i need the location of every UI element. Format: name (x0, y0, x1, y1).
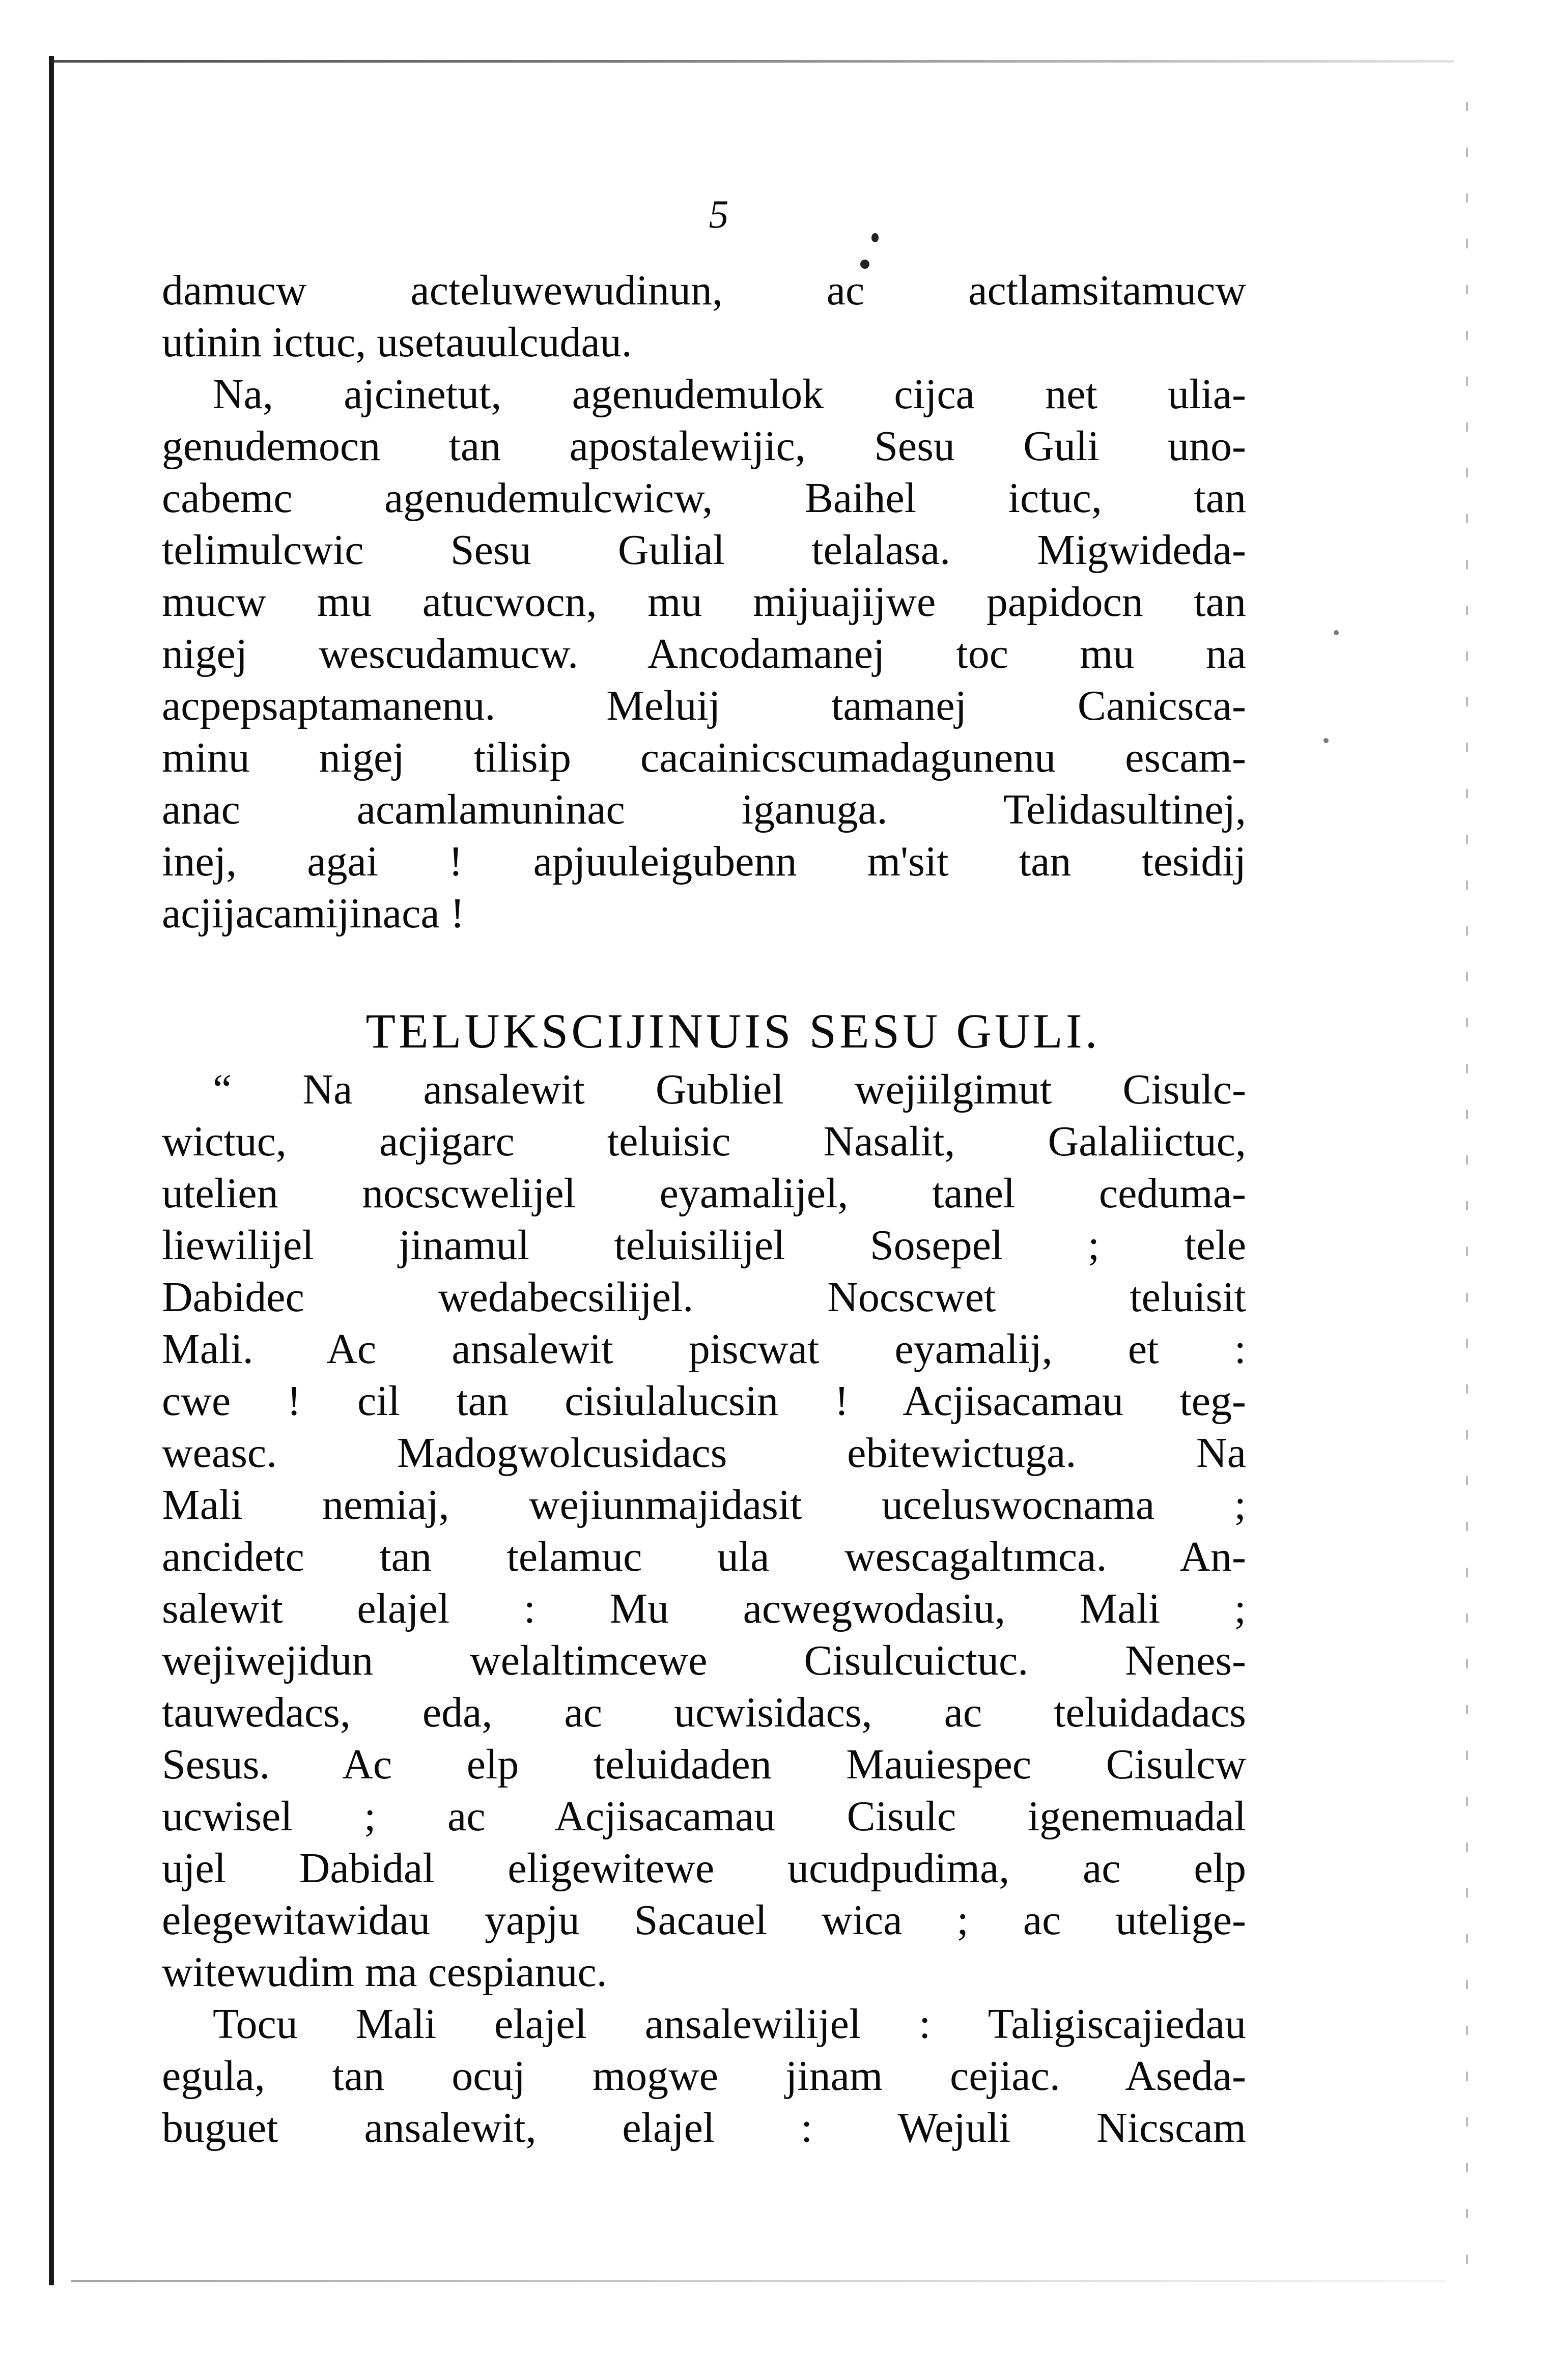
text-line: wictuc, acjigarc teluisic Nasalit, Galaliictuc, (162, 1118, 1246, 1165)
page-binding-edge (49, 56, 54, 2285)
text-line: wejiwejidun welaltimcewe Cisulcuictuc. Nenes- (162, 1637, 1246, 1684)
text-line: Mali. Ac ansalewit piscwat eyamalij, et : (162, 1325, 1246, 1373)
section-paragraphs (162, 1064, 1246, 2154)
text-line: Dabidec wedabecsilijel. Nocscwet teluisit (162, 1273, 1246, 1321)
text-line: nigej wescudamucw. Ancodamanej toc mu na (162, 630, 1246, 677)
text-line: buguet ansalewit, elajel : Wejuli Nicscam (162, 2104, 1246, 2151)
text-line: ujel Dabidal eligewitewe ucudpudima, ac elp (162, 1845, 1246, 1892)
ink-spot (1323, 738, 1329, 743)
page-top-edge (49, 60, 1454, 63)
intro-paragraphs (162, 265, 1246, 940)
text-line: anac acamlamuninac iganuga. Telidasultinej, (162, 786, 1246, 833)
section-heading: TELUKSCIJINUIS SESU GULI. (365, 1004, 1101, 1058)
ink-spot (1334, 630, 1339, 635)
text-line: egula, tan ocuj mogwe jinam cejiac. Aseda- (162, 2052, 1246, 2100)
text-line: elegewitawidau yapju Sacauel wica ; ac utelige- (162, 1896, 1246, 1944)
ink-spot (871, 233, 879, 242)
text-line: salewit elajel : Mu acwegwodasiu, Mali ; (162, 1585, 1246, 1632)
text-line: Mali nemiaj, wejiunmajidasit uceluswocnama ; (162, 1481, 1246, 1528)
text-line: weasc. Madogwolcusidacs ebitewictuga. Na (162, 1429, 1246, 1477)
text-line: tauwedacs, eda, ac ucwisidacs, ac teluidadacs (162, 1689, 1246, 1736)
text-line: acjijacamijinaca ! (162, 890, 465, 937)
text-line: telimulcwic Sesu Gulial telalasa. Migwideda- (162, 526, 1246, 574)
text-line: Sesus. Ac elp teluidaden Mauiespec Cisulcw (162, 1741, 1246, 1788)
text-line: inej, agai ! apjuuleigubenn m'sit tan tesidij (162, 838, 1246, 885)
text-line: liewilijel jinamul teluisilijel Sosepel ; tele (162, 1222, 1246, 1269)
text-line: acpepsaptamanenu. Meluij tamanej Canicsca- (162, 682, 1246, 729)
text-line: witewudim ma cespianuc. (162, 1948, 607, 1996)
text-line: mucw mu atucwocn, mu mijuajijwe papidocn tan (162, 578, 1246, 626)
text-line: cabemc agenudemulcwicw, Baihel ictuc, tan (162, 474, 1246, 522)
text-line: utelien nocscwelijel eyamalijel, tanel ceduma- (162, 1170, 1246, 1217)
page-bottom-edge (71, 2280, 1446, 2282)
text-line: Tocu Mali elajel ansalewilijel : Taligiscajiedau (213, 2000, 1246, 2048)
text-line: ancidetc tan telamuc ula wescagaltımca. An- (162, 1533, 1246, 1580)
text-line: minu nigej tilisip cacainicscumadagunenu escam- (162, 734, 1246, 781)
page-number: 5 (709, 192, 729, 236)
text-line: damucw acteluwewudinun, ac actlamsitamucw (162, 267, 1246, 314)
text-line: Na, ajcinetut, agenudemulok cijca net ulia- (213, 371, 1246, 418)
text-line: “ Na ansalewit Gubliel wejiilgimut Cisulc- (213, 1066, 1246, 1113)
page-right-edge (1466, 102, 1468, 2265)
text-line: cwe ! cil tan cisiulalucsin ! Acjisacamau teg- (162, 1377, 1246, 1425)
text-line: genudemocn tan apostalewijic, Sesu Guli uno- (162, 422, 1246, 470)
text-line: ucwisel ; ac Acjisacamau Cisulc igenemuadal (162, 1793, 1246, 1840)
text-line: utinin ictuc, usetauulcudau. (162, 319, 632, 366)
